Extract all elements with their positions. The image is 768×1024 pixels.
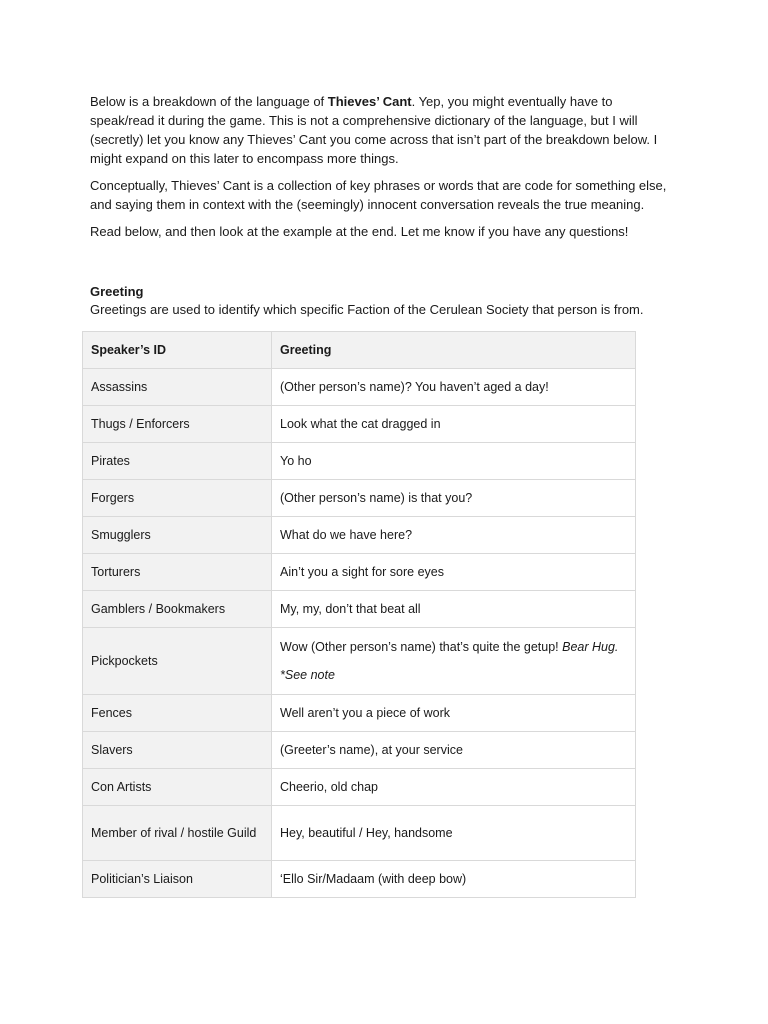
section-title: Greeting [90, 284, 144, 299]
intro-bold-term: Thieves’ Cant [327, 94, 412, 109]
greeting-cell [272, 628, 636, 695]
table-row [83, 480, 636, 517]
greeting-cell: Well aren’t you a piece of work [272, 695, 636, 732]
intro-paragraph-3: Read below, and then look at the example at the end. Let me know if you have any questions! [90, 224, 629, 239]
intro-paragraph-2: Conceptually, Thieves’ Cant is a collection of key phrases or words that are code for something else, and saying them in context with the (seemingly) innocent conversation reveals the true meaning. [90, 178, 667, 212]
speaker-id-cell: Politician’s Liaison [83, 861, 272, 898]
speaker-id-cell: Slavers [83, 732, 272, 769]
speaker-id-cell: Smugglers [83, 517, 272, 554]
table-row [83, 406, 636, 443]
table-row [83, 591, 636, 628]
greeting-cell: ‘Ello Sir/Madaam (with deep bow) [272, 861, 636, 898]
speaker-id-cell: Gamblers / Bookmakers [83, 591, 272, 628]
table-row [83, 443, 636, 480]
table-row [83, 369, 636, 406]
greeting-cell: Look what the cat dragged in [272, 406, 636, 443]
greeting-cell: Yo ho [272, 443, 636, 480]
section-description: Greetings are used to identify which specific Faction of the Cerulean Society that person is from. [90, 302, 644, 317]
table-row [83, 695, 636, 732]
greeting-table [82, 331, 636, 898]
greeting-cell: Hey, beautiful / Hey, handsome [272, 806, 636, 861]
speaker-id-cell: Torturers [83, 554, 272, 591]
speaker-id-cell: Pirates [83, 443, 272, 480]
table-header-row [83, 332, 636, 369]
header-speaker-id: Speaker’s ID [83, 332, 272, 369]
greeting-italic-text: Bear Hug. [562, 640, 619, 654]
intro-text-start: Below is a breakdown of the language of [90, 94, 328, 109]
greeting-text: Wow (Other person’s name) that’s quite the getup! [280, 640, 559, 654]
header-greeting: Greeting [272, 332, 636, 369]
speaker-id-cell: Pickpockets [83, 628, 272, 695]
table-row [83, 861, 636, 898]
speaker-id-cell: Forgers [83, 480, 272, 517]
greeting-cell: Cheerio, old chap [272, 769, 636, 806]
intro-text-end: . Yep, you might eventually have to speak/read it during the game. This is not a comprehensive dictionary of the language, but I will (secretly) let you know any Thieves’ Cant you come across that isn’t part of the breakdown below. I might expand on this later to encompass more things. [90, 94, 658, 166]
speaker-id-cell: Member of rival / hostile Guild [83, 806, 272, 861]
greeting-cell: (Other person’s name)? You haven’t aged a day! [272, 369, 636, 406]
speaker-id-cell: Assassins [83, 369, 272, 406]
see-note-text: *See note [280, 668, 335, 682]
greeting-cell: (Other person’s name) is that you? [272, 480, 636, 517]
table-row [83, 732, 636, 769]
greeting-cell: My, my, don’t that beat all [272, 591, 636, 628]
speaker-id-cell: Thugs / Enforcers [83, 406, 272, 443]
table-row [83, 806, 636, 861]
table-row [83, 628, 636, 695]
speaker-id-cell: Fences [83, 695, 272, 732]
greeting-cell: Ain’t you a sight for sore eyes [272, 554, 636, 591]
table-row [83, 517, 636, 554]
greeting-cell: What do we have here? [272, 517, 636, 554]
table-row [83, 769, 636, 806]
intro-paragraph-1 [90, 92, 680, 168]
document-body [90, 92, 680, 241]
speaker-id-cell: Con Artists [83, 769, 272, 806]
greeting-cell: (Greeter’s name), at your service [272, 732, 636, 769]
table-row [83, 554, 636, 591]
